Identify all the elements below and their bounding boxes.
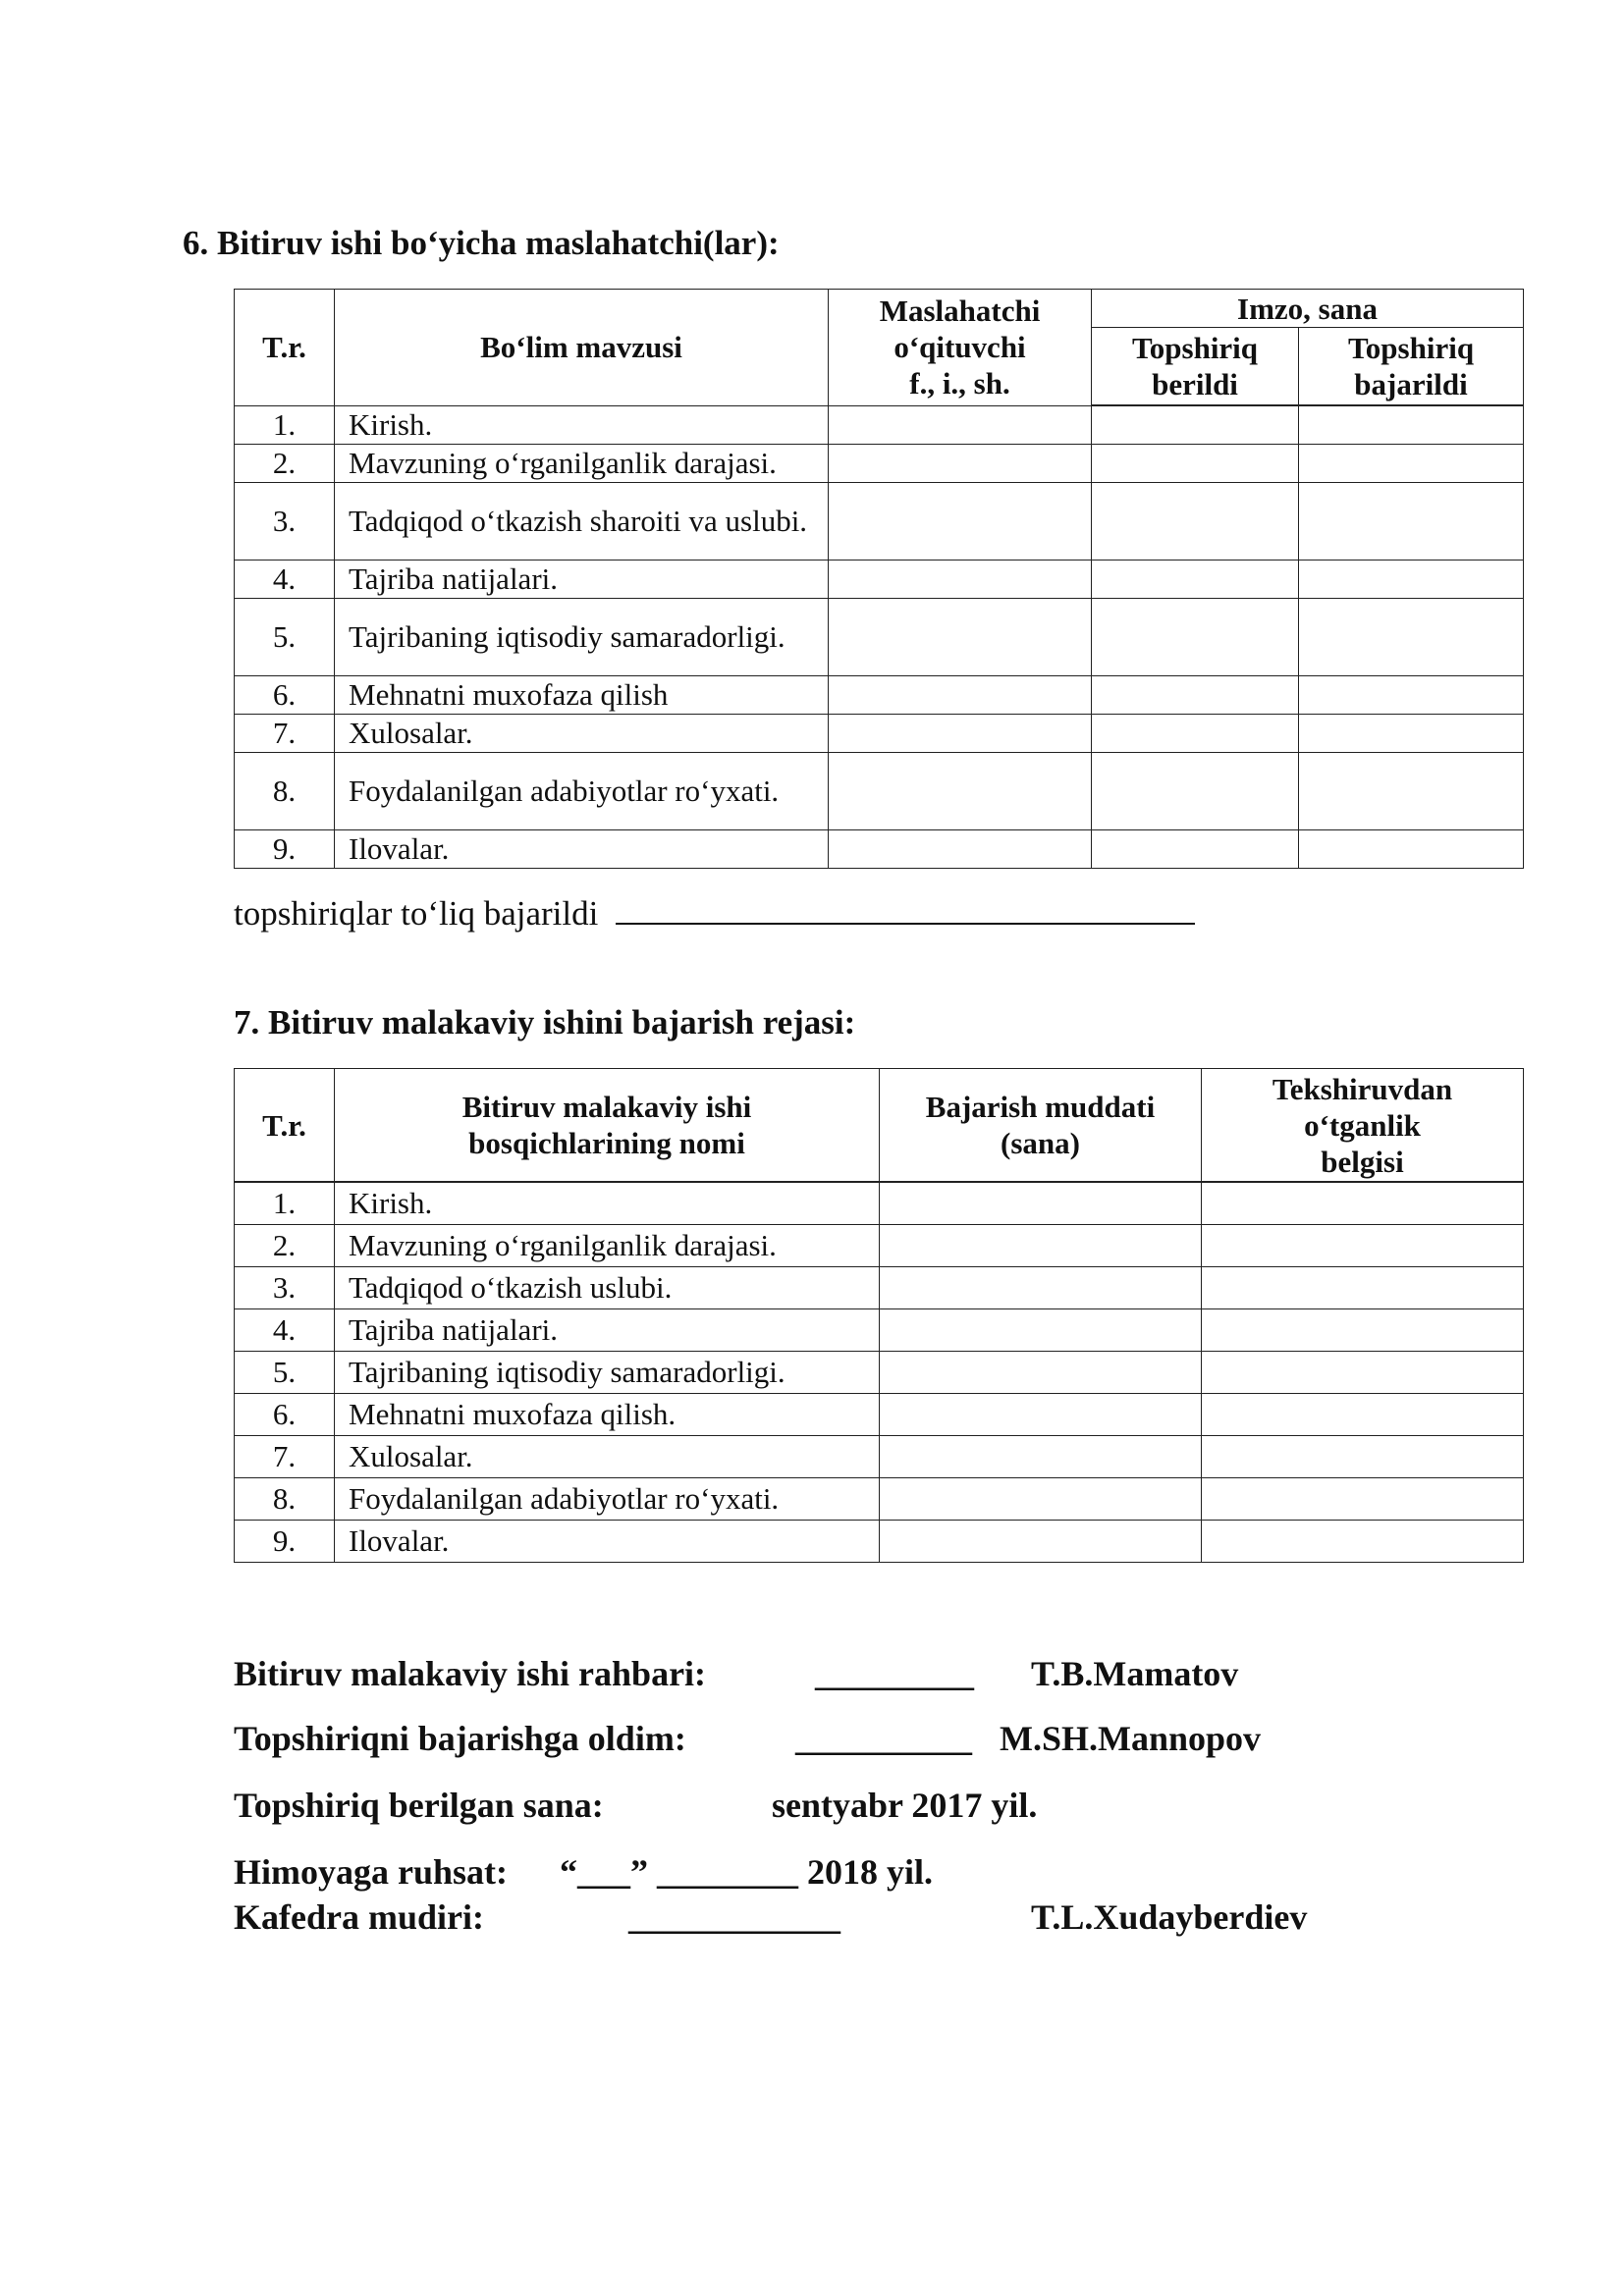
accepted-name: M.SH.Mannopov: [1000, 1719, 1262, 1758]
table-row: 4. Tajriba natijalari.: [235, 1309, 1524, 1352]
table-row: 7. Xulosalar.: [235, 715, 1524, 753]
col-header-deadline: Bajarish muddati (sana): [880, 1069, 1202, 1183]
table-row: 1. Kirish.: [235, 405, 1524, 445]
table-row: 5. Tajribaning iqtisodiy samaradorligi.: [235, 1352, 1524, 1394]
table-row: 4. Tajriba natijalari.: [235, 561, 1524, 599]
accepted-signature-blank: __________: [795, 1719, 972, 1758]
table-row: 8. Foydalanilgan adabiyotlar ro‘yxati.: [235, 753, 1524, 830]
table-row: 3. Tadqiqod o‘tkazish uslubi.: [235, 1267, 1524, 1309]
defense-label: Himoyaga ruhsat:: [234, 1852, 508, 1892]
table-row: 7. Xulosalar.: [235, 1436, 1524, 1478]
table-row: 5. Tajribaning iqtisodiy samaradorligi.: [235, 599, 1524, 676]
signature-blank: [616, 893, 1195, 925]
head-name: T.L.Xudayberdiev: [1031, 1897, 1308, 1937]
section-6-heading: 6. Bitiruv ishi bo‘yicha maslahatchi(lar):: [183, 224, 780, 262]
supervisor-signature-blank: _________: [815, 1654, 974, 1693]
col-header-tr: T.r.: [235, 1069, 335, 1183]
col-header-topic: Bo‘lim mavzusi: [335, 290, 829, 406]
supervisor-label: Bitiruv malakaviy ishi rahbari:: [234, 1654, 707, 1693]
accepted-label: Topshiriqni bajarishga oldim:: [234, 1719, 686, 1758]
table-row: 2. Mavzuning o‘rganilganlik darajasi.: [235, 1225, 1524, 1267]
col-header-stage: Bitiruv malakaviy ishi bosqichlarining nomi: [335, 1069, 880, 1183]
col-header-given: Topshiriq berildi: [1092, 328, 1299, 406]
work-plan-table: [234, 1068, 1524, 1563]
consultants-table: [234, 289, 1524, 869]
defense-value: “___” ________ 2018 yil.: [560, 1852, 934, 1892]
date-label: Topshiriq berilgan sana:: [234, 1786, 604, 1825]
table-row: 9. Ilovalar.: [235, 830, 1524, 869]
head-label: Kafedra mudiri:: [234, 1897, 484, 1937]
table-row: 3. Tadqiqod o‘tkazish sharoiti va uslubi.: [235, 483, 1524, 561]
col-header-sign-group: Imzo, sana: [1092, 290, 1524, 328]
tasks-completed-text: topshiriqlar to‘liq bajarildi: [234, 894, 599, 933]
col-header-check: Tekshiruvdan o‘tganlik belgisi: [1202, 1069, 1524, 1183]
date-value: sentyabr 2017 yil.: [772, 1786, 1038, 1825]
supervisor-name: T.B.Mamatov: [1031, 1654, 1239, 1693]
table-row: 1. Kirish.: [235, 1182, 1524, 1225]
table-row: 2. Mavzuning o‘rganilganlik darajasi.: [235, 445, 1524, 483]
head-signature-blank: ____________: [628, 1897, 840, 1937]
table-row: 6. Mehnatni muxofaza qilish: [235, 676, 1524, 715]
table-row: 9. Ilovalar.: [235, 1521, 1524, 1563]
col-header-consultant: Maslahatchi o‘qituvchi f., i., sh.: [829, 290, 1092, 406]
section-7-heading: 7. Bitiruv malakaviy ishini bajarish rejasi:: [234, 1003, 856, 1041]
col-header-tr: T.r.: [235, 290, 335, 406]
tasks-completed-line: [234, 893, 1195, 934]
table-row: 6. Mehnatni muxofaza qilish.: [235, 1394, 1524, 1436]
col-header-done: Topshiriq bajarildi: [1299, 328, 1524, 406]
table-row: 8. Foydalanilgan adabiyotlar ro‘yxati.: [235, 1478, 1524, 1521]
